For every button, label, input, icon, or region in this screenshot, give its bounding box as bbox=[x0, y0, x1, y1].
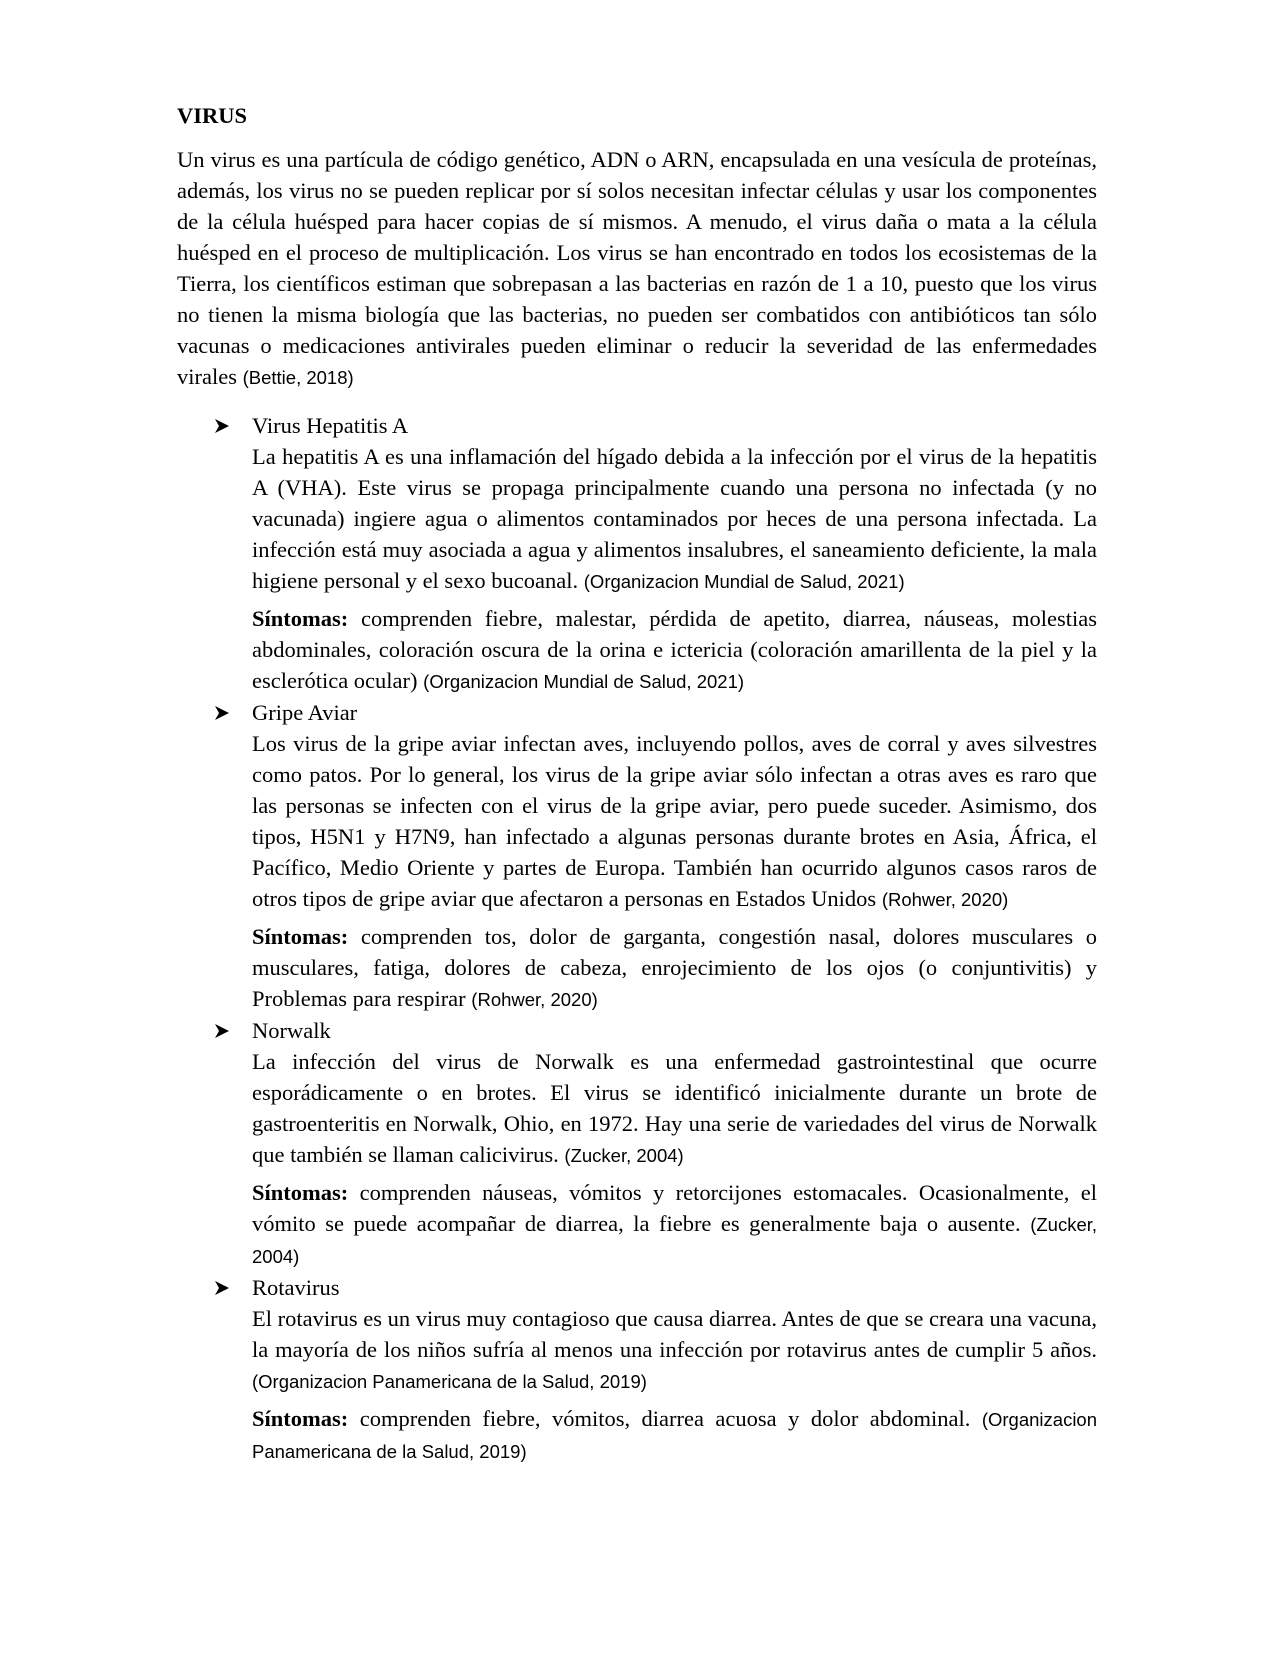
list-item-name: Gripe Aviar bbox=[252, 700, 358, 725]
symptoms-text: comprenden tos, dolor de garganta, congestión nasal, dolores musculares o musculares, fatiga, dolores de cabeza, enrojecimiento de los ojos (o conjuntivitis) y Problemas para respirar bbox=[252, 924, 1098, 1011]
list-item-symptoms bbox=[252, 1403, 1097, 1467]
document-page bbox=[177, 100, 1097, 1467]
intro-text: Un virus es una partícula de código genético, ADN o ARN, encapsulada en una vesícula de proteínas, además, los virus no se pueden replicar por sí solos necesitan infectar células y usar los componentes de la célula huésped para hacer copias de sí mismos. A menudo, el virus daña o mata a la célula huésped en el proceso de multiplicación. Los virus se han encontrado en todos los ecosistemas de la Tierra, los científicos estiman que sobrepasan a las bacterias en razón de 1 a 10, puesto que los virus no tienen la misma biología que las bacterias, no pueden ser combatidos con antibióticos tan sólo vacunas o medicaciones antivirales pueden eliminar o reducir la severidad de las enfermedades virales bbox=[177, 147, 1097, 389]
intro-citation: (Bettie, 2018) bbox=[242, 367, 354, 388]
symptoms-label: Síntomas: bbox=[252, 606, 349, 631]
list-item-description bbox=[252, 441, 1097, 597]
list-item-description bbox=[252, 1303, 1097, 1397]
virus-list bbox=[177, 410, 1097, 1467]
description-citation: (Organizacion Mundial de Salud, 2021) bbox=[583, 571, 905, 592]
description-text: La infección del virus de Norwalk es una enfermedad gastrointestinal que ocurre esporádicamente o en brotes. El virus se identificó inicialmente durante un brote de gastroenteritis en Norwalk, Ohio, en 1972. Hay una serie de variedades del virus de Norwalk que también se llaman calicivirus. bbox=[252, 1049, 1097, 1167]
list-item-symptoms bbox=[252, 921, 1097, 1015]
symptoms-text: comprenden fiebre, malestar, pérdida de apetito, diarrea, náuseas, molestias abdominales, coloración oscura de la orina e ictericia (coloración amarillenta de la piel y la esclerótica ocular) bbox=[252, 606, 1097, 693]
list-item-rotavirus bbox=[177, 1272, 1097, 1467]
symptoms-text: comprenden náuseas, vómitos y retorcijones estomacales. Ocasionalmente, el vómito se puede acompañar de diarrea, la fiebre es generalmente baja o ausente. bbox=[252, 1180, 1097, 1236]
arrowhead-bullet-icon bbox=[214, 1272, 234, 1303]
symptoms-citation: (Zucker, 2004) bbox=[252, 1214, 1098, 1267]
description-citation: (Zucker, 2004) bbox=[564, 1145, 684, 1166]
symptoms-label: Síntomas: bbox=[252, 1180, 349, 1205]
symptoms-label: Síntomas: bbox=[252, 924, 349, 949]
arrowhead-bullet-icon bbox=[214, 1015, 234, 1046]
intro-paragraph bbox=[177, 144, 1097, 393]
description-text: El rotavirus es un virus muy contagioso que causa diarrea. Antes de que se creara una vacuna, la mayoría de los niños sufría al menos una infección por rotavirus antes de cumplir 5 años. bbox=[252, 1306, 1097, 1362]
arrowhead-bullet-icon bbox=[214, 410, 234, 441]
symptoms-citation: (Organizacion Panamericana de la Salud, 2019) bbox=[252, 1409, 1098, 1462]
list-item-symptoms bbox=[252, 603, 1097, 697]
list-item-norwalk bbox=[177, 1015, 1097, 1272]
symptoms-label: Síntomas: bbox=[252, 1406, 349, 1431]
symptoms-citation: (Rohwer, 2020) bbox=[471, 989, 598, 1010]
arrowhead-bullet-icon bbox=[214, 697, 234, 728]
list-item-name: Rotavirus bbox=[252, 1275, 340, 1300]
list-item-description bbox=[252, 728, 1097, 915]
list-item-name: Norwalk bbox=[252, 1018, 331, 1043]
description-citation: (Organizacion Panamericana de la Salud, 2019) bbox=[252, 1371, 647, 1392]
document-title: VIRUS bbox=[177, 103, 248, 128]
list-item-hepatitis-a bbox=[177, 410, 1097, 697]
description-text: La hepatitis A es una inflamación del hígado debida a la infección por el virus de la hepatitis A (VHA). Este virus se propaga principalmente cuando una persona no infectada (y no vacunada) ingiere agua o alimentos contaminados por heces de una persona infectada. La infección está muy asociada a agua y alimentos insalubres, el saneamiento deficiente, la mala higiene personal y el sexo bucoanal. bbox=[252, 444, 1097, 593]
list-item-description bbox=[252, 1046, 1097, 1171]
symptoms-text: comprenden fiebre, vómitos, diarrea acuosa y dolor abdominal. bbox=[359, 1406, 971, 1431]
list-item-name: Virus Hepatitis A bbox=[252, 413, 409, 438]
list-item-gripe-aviar bbox=[177, 697, 1097, 1015]
list-item-symptoms bbox=[252, 1177, 1097, 1272]
description-text: Los virus de la gripe aviar infectan aves, incluyendo pollos, aves de corral y aves silvestres como patos. Por lo general, los virus de la gripe aviar sólo infectan a otras aves es raro que las personas se infecten con el virus de la gripe aviar, pero puede suceder. Asimismo, dos tipos, H5N1 y H7N9, han infectado a algunas personas durante brotes en Asia, África, el Pacífico, Medio Oriente y partes de Europa. También han ocurrido algunos casos raros de otros tipos de gripe aviar que afectaron a personas en Estados Unidos bbox=[252, 731, 1097, 911]
description-citation: (Rohwer, 2020) bbox=[881, 889, 1009, 910]
symptoms-citation: (Organizacion Mundial de Salud, 2021) bbox=[423, 671, 745, 692]
